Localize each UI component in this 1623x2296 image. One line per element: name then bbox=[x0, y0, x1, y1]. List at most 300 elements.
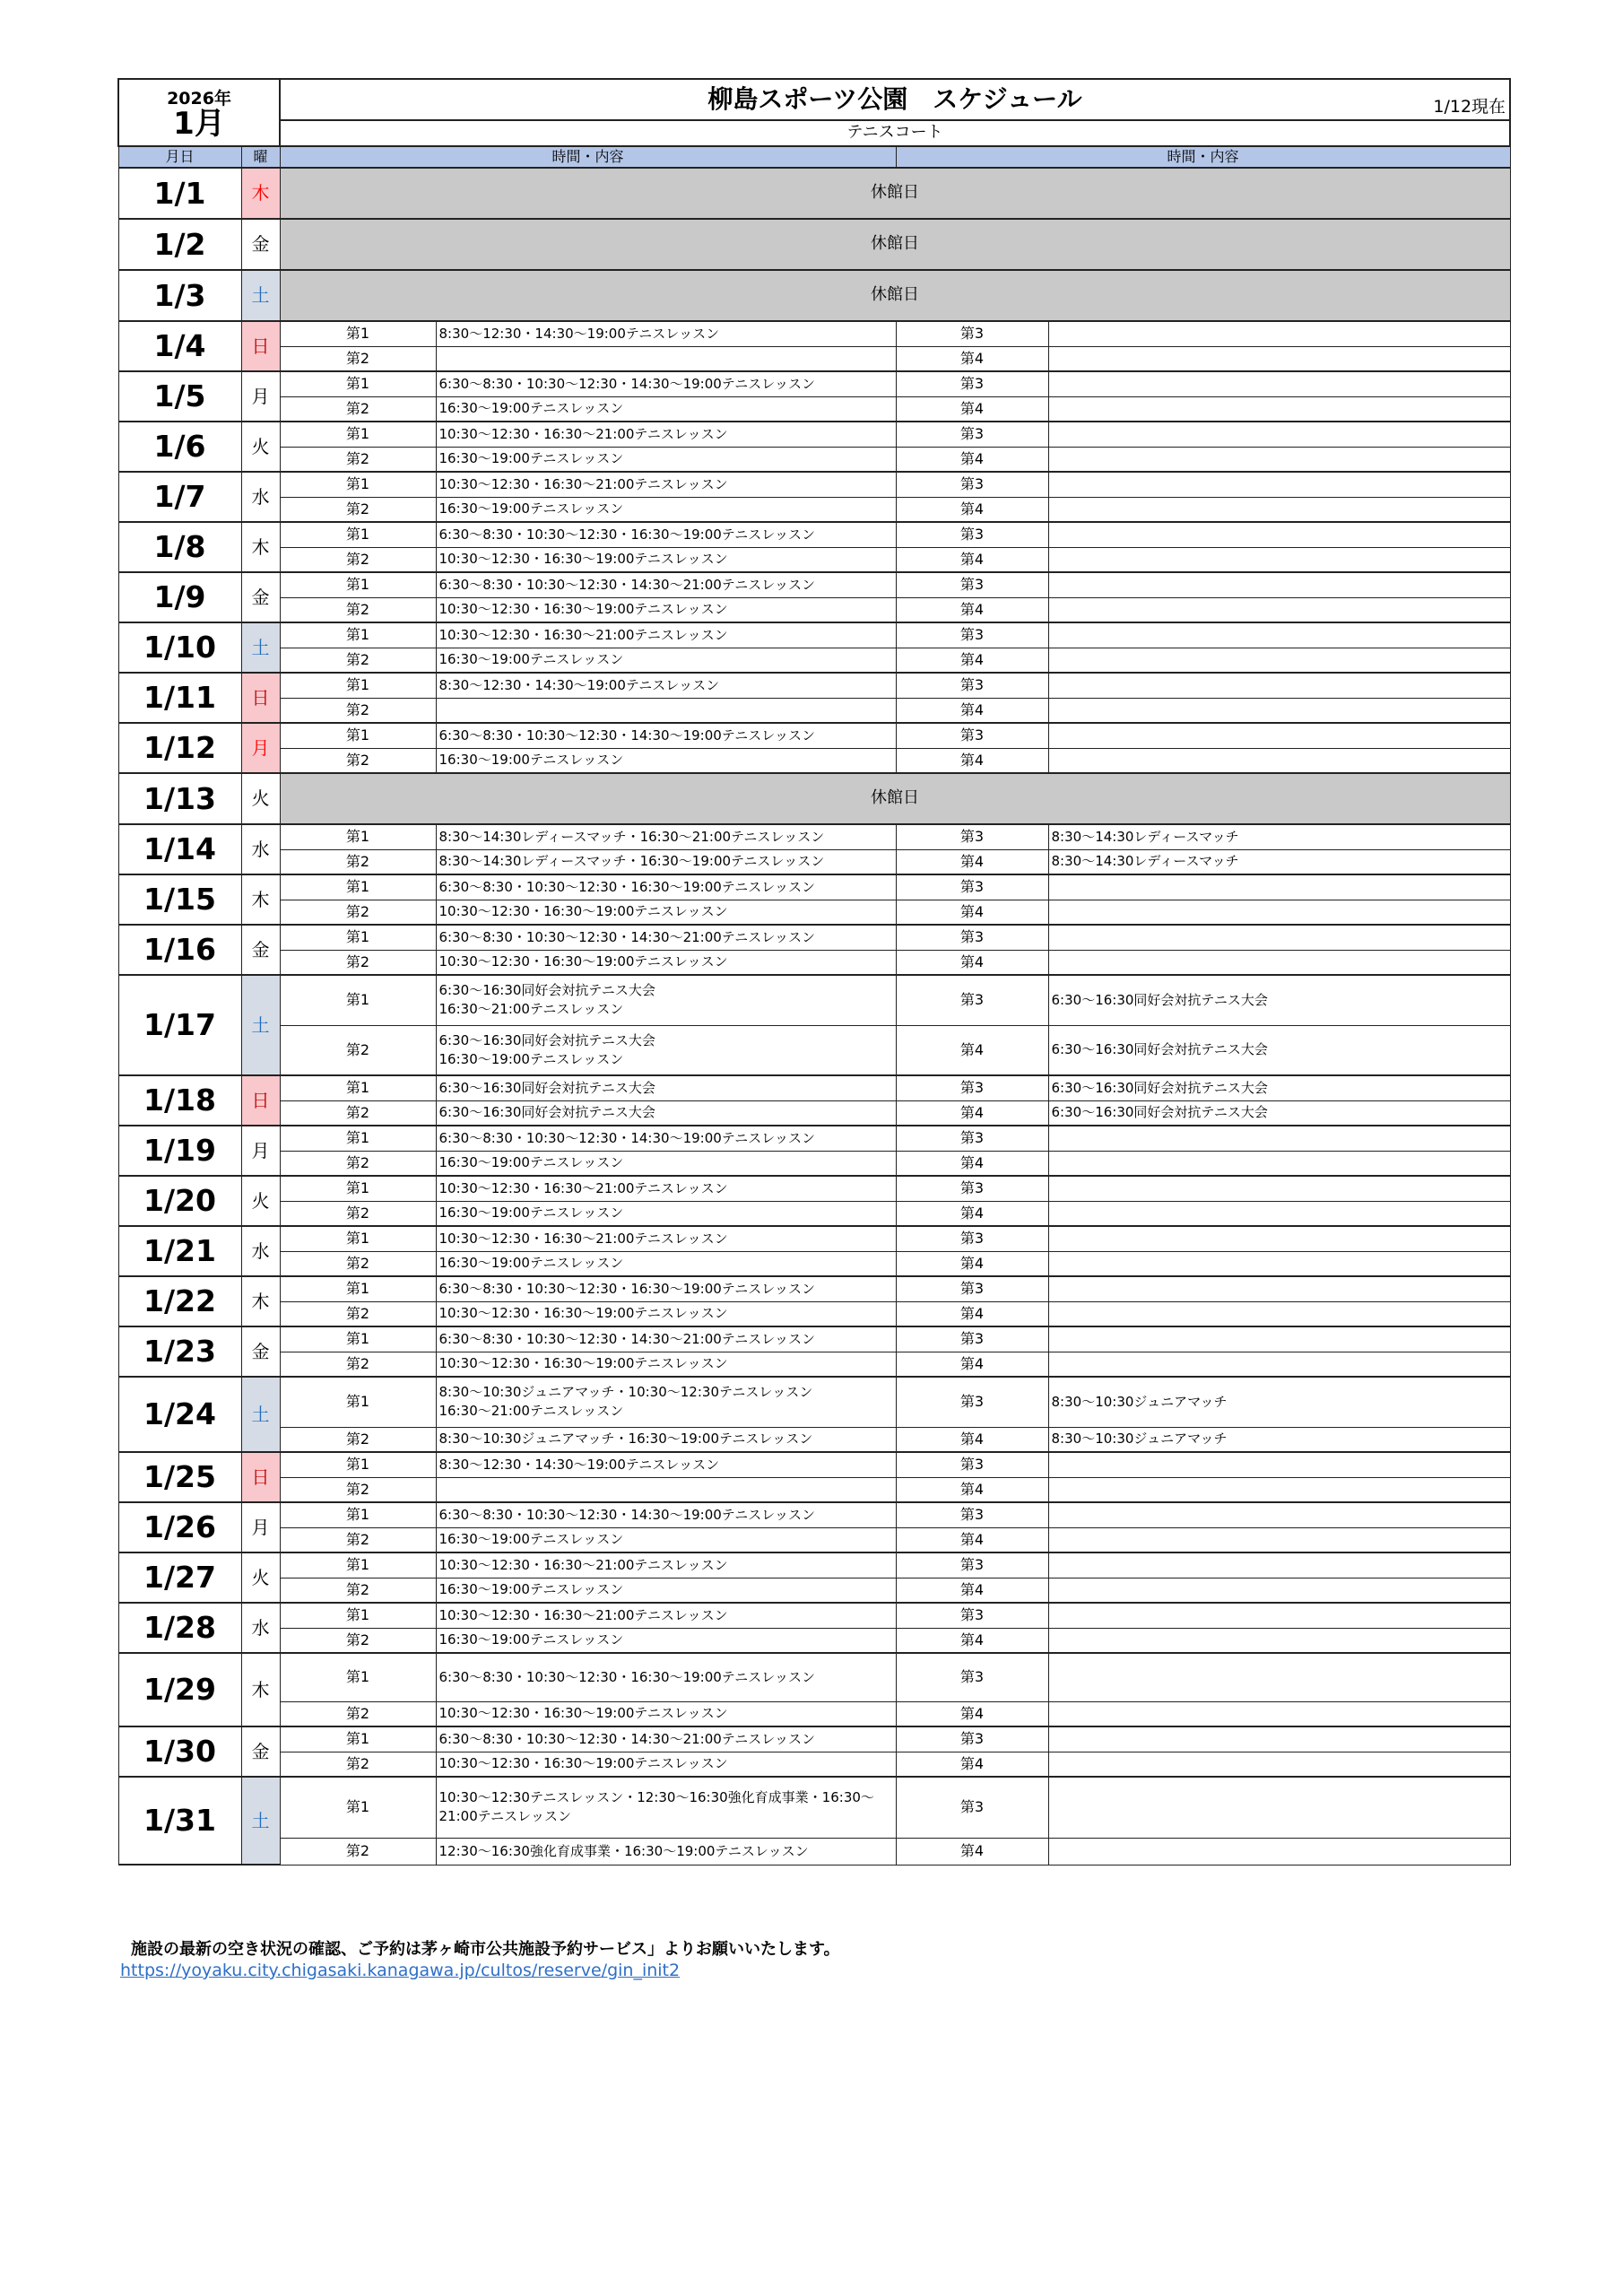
day-date: 1/21 bbox=[118, 1226, 241, 1276]
court-schedule: 10:30～12:30・16:30～21:00テニスレッスン bbox=[436, 422, 896, 447]
court-label: 第4 bbox=[896, 547, 1048, 572]
court-schedule: 10:30～12:30・16:30～21:00テニスレッスン bbox=[436, 1552, 896, 1578]
court-label: 第3 bbox=[896, 1452, 1048, 1477]
court-schedule: 8:30～14:30レディースマッチ・16:30～19:00テニスレッスン bbox=[436, 849, 896, 874]
court-label: 第4 bbox=[896, 346, 1048, 371]
court-schedule bbox=[436, 346, 896, 371]
day-date: 1/2 bbox=[118, 219, 241, 270]
day-date: 1/28 bbox=[118, 1603, 241, 1653]
court-label: 第3 bbox=[896, 622, 1048, 648]
court-label: 第1 bbox=[280, 1326, 436, 1352]
day-date: 1/3 bbox=[118, 270, 241, 321]
court-schedule: 6:30～8:30・10:30～12:30・14:30～19:00テニスレッスン bbox=[436, 371, 896, 396]
court-schedule: 16:30～19:00テニスレッスン bbox=[436, 1578, 896, 1603]
day-date: 1/20 bbox=[118, 1176, 241, 1226]
court-schedule bbox=[1048, 748, 1510, 773]
court-label: 第2 bbox=[280, 1151, 436, 1176]
court-label: 第3 bbox=[896, 1502, 1048, 1527]
year-month-cell bbox=[118, 79, 280, 146]
court-label: 第2 bbox=[280, 1477, 436, 1502]
court-row bbox=[118, 1176, 1510, 1201]
court-label: 第1 bbox=[280, 1377, 436, 1427]
court-label: 第4 bbox=[896, 849, 1048, 874]
court-schedule bbox=[1048, 1552, 1510, 1578]
court-label: 第3 bbox=[896, 925, 1048, 950]
court-row bbox=[118, 849, 1510, 874]
court-schedule bbox=[1048, 1151, 1510, 1176]
court-row bbox=[118, 1226, 1510, 1251]
court-label: 第1 bbox=[280, 1075, 436, 1100]
court-row bbox=[118, 622, 1510, 648]
court-schedule bbox=[1048, 522, 1510, 547]
court-schedule bbox=[1048, 547, 1510, 572]
court-schedule bbox=[1048, 1226, 1510, 1251]
court-schedule: 6:30～8:30・10:30～12:30・16:30～19:00テニスレッスン bbox=[436, 1276, 896, 1301]
court-schedule: 8:30～10:30ジュニアマッチ・16:30～19:00テニスレッスン bbox=[436, 1427, 896, 1452]
court-schedule: 6:30～8:30・10:30～12:30・14:30～21:00テニスレッスン bbox=[436, 572, 896, 597]
court-label: 第1 bbox=[280, 321, 436, 346]
court-schedule bbox=[1048, 1276, 1510, 1301]
year-label: 2026年 bbox=[167, 88, 231, 109]
court-row bbox=[118, 1377, 1510, 1427]
court-schedule bbox=[1048, 597, 1510, 622]
court-label: 第3 bbox=[896, 522, 1048, 547]
court-row bbox=[118, 321, 1510, 346]
court-label: 第2 bbox=[280, 698, 436, 723]
court-schedule: 6:30～16:30同好会対抗テニス大会 bbox=[436, 1100, 896, 1126]
day-date: 1/13 bbox=[118, 773, 241, 824]
court-schedule: 16:30～19:00テニスレッスン bbox=[436, 396, 896, 422]
court-label: 第2 bbox=[280, 950, 436, 975]
day-date: 1/1 bbox=[118, 168, 241, 219]
day-date: 1/29 bbox=[118, 1653, 241, 1726]
court-schedule: 16:30～19:00テニスレッスン bbox=[436, 648, 896, 673]
court-schedule bbox=[1048, 422, 1510, 447]
court-row bbox=[118, 1578, 1510, 1603]
court-label: 第4 bbox=[896, 1100, 1048, 1126]
court-row bbox=[118, 572, 1510, 597]
column-header-content-left: 時間・内容 bbox=[280, 146, 896, 168]
day-weekday: 木 bbox=[241, 168, 280, 219]
court-row bbox=[118, 900, 1510, 925]
court-row bbox=[118, 1653, 1510, 1701]
court-row bbox=[118, 698, 1510, 723]
court-schedule bbox=[1048, 1701, 1510, 1726]
day-weekday: 水 bbox=[241, 472, 280, 522]
day-date: 1/30 bbox=[118, 1726, 241, 1777]
court-schedule: 6:30～8:30・10:30～12:30・14:30～19:00テニスレッスン bbox=[436, 723, 896, 748]
court-row bbox=[118, 1628, 1510, 1653]
court-label: 第3 bbox=[896, 1326, 1048, 1352]
court-schedule: 10:30～12:30・16:30～21:00テニスレッスン bbox=[436, 472, 896, 497]
column-header-date: 月日 bbox=[118, 146, 241, 168]
court-label: 第1 bbox=[280, 874, 436, 900]
court-schedule: 6:30～8:30・10:30～12:30・16:30～19:00テニスレッスン bbox=[436, 874, 896, 900]
day-date: 1/10 bbox=[118, 622, 241, 673]
court-label: 第4 bbox=[896, 1352, 1048, 1377]
day-date: 1/17 bbox=[118, 975, 241, 1075]
reservation-link[interactable]: https://yoyaku.city.chigasaki.kanagawa.jp/cultos/reserve/gin_init2 bbox=[120, 1961, 681, 1980]
court-schedule: 6:30～8:30・10:30～12:30・14:30～19:00テニスレッスン bbox=[436, 1126, 896, 1151]
court-schedule: 6:30～16:30同好会対抗テニス大会 bbox=[1048, 975, 1510, 1025]
court-row bbox=[118, 472, 1510, 497]
day-date: 1/5 bbox=[118, 371, 241, 422]
day-weekday: 月 bbox=[241, 723, 280, 773]
court-schedule bbox=[1048, 1502, 1510, 1527]
court-schedule: 10:30～12:30テニスレッスン・12:30～16:30強化育成事業・16:30～21:00テニスレッスン bbox=[436, 1777, 896, 1838]
court-schedule bbox=[1048, 1326, 1510, 1352]
court-schedule bbox=[1048, 1653, 1510, 1701]
court-schedule: 6:30～8:30・10:30～12:30・16:30～19:00テニスレッスン bbox=[436, 522, 896, 547]
court-schedule bbox=[1048, 1251, 1510, 1276]
court-schedule bbox=[1048, 1176, 1510, 1201]
day-row-closed bbox=[118, 773, 1510, 824]
court-row bbox=[118, 1126, 1510, 1151]
court-label: 第2 bbox=[280, 1838, 436, 1865]
court-label: 第3 bbox=[896, 1603, 1048, 1628]
court-row bbox=[118, 925, 1510, 950]
court-label: 第3 bbox=[896, 1653, 1048, 1701]
court-label: 第3 bbox=[896, 1726, 1048, 1752]
court-label: 第1 bbox=[280, 1726, 436, 1752]
court-row bbox=[118, 648, 1510, 673]
day-weekday: 月 bbox=[241, 1502, 280, 1552]
court-schedule: 16:30～19:00テニスレッスン bbox=[436, 1527, 896, 1552]
court-label: 第1 bbox=[280, 975, 436, 1025]
court-label: 第2 bbox=[280, 900, 436, 925]
court-label: 第4 bbox=[896, 1301, 1048, 1326]
court-label: 第4 bbox=[896, 597, 1048, 622]
day-weekday: 木 bbox=[241, 1653, 280, 1726]
day-row-closed bbox=[118, 270, 1510, 321]
court-label: 第4 bbox=[896, 1427, 1048, 1452]
court-label: 第1 bbox=[280, 1452, 436, 1477]
day-weekday: 木 bbox=[241, 874, 280, 925]
court-row bbox=[118, 1151, 1510, 1176]
court-schedule bbox=[1048, 447, 1510, 472]
title-cell bbox=[280, 79, 1510, 120]
court-row bbox=[118, 1777, 1510, 1838]
court-label: 第2 bbox=[280, 497, 436, 522]
court-label: 第4 bbox=[896, 1838, 1048, 1865]
day-weekday: 土 bbox=[241, 270, 280, 321]
facility-name: テニスコート bbox=[280, 120, 1510, 146]
as-of-date: 1/12現在 bbox=[1433, 97, 1506, 117]
closed-label: 休館日 bbox=[280, 773, 1510, 824]
day-date: 1/12 bbox=[118, 723, 241, 773]
day-weekday: 金 bbox=[241, 1326, 280, 1377]
court-row bbox=[118, 422, 1510, 447]
court-row bbox=[118, 874, 1510, 900]
court-label: 第3 bbox=[896, 1176, 1048, 1201]
court-label: 第1 bbox=[280, 422, 436, 447]
court-label: 第2 bbox=[280, 1352, 436, 1377]
court-label: 第2 bbox=[280, 447, 436, 472]
court-label: 第2 bbox=[280, 1701, 436, 1726]
court-schedule: 16:30～19:00テニスレッスン bbox=[436, 1251, 896, 1276]
court-schedule bbox=[1048, 648, 1510, 673]
court-schedule bbox=[1048, 1726, 1510, 1752]
day-weekday: 土 bbox=[241, 622, 280, 673]
month-label: 1月 bbox=[173, 106, 225, 143]
court-schedule: 8:30～12:30・14:30～19:00テニスレッスン bbox=[436, 321, 896, 346]
court-label: 第2 bbox=[280, 1752, 436, 1777]
court-schedule: 10:30～12:30・16:30～19:00テニスレッスン bbox=[436, 597, 896, 622]
court-schedule: 16:30～19:00テニスレッスン bbox=[436, 748, 896, 773]
court-label: 第2 bbox=[280, 1025, 436, 1075]
court-label: 第3 bbox=[896, 723, 1048, 748]
court-label: 第4 bbox=[896, 1151, 1048, 1176]
court-schedule: 6:30～16:30同好会対抗テニス大会 bbox=[436, 1075, 896, 1100]
court-label: 第3 bbox=[896, 422, 1048, 447]
court-schedule bbox=[1048, 1628, 1510, 1653]
day-date: 1/31 bbox=[118, 1777, 241, 1865]
court-schedule bbox=[1048, 497, 1510, 522]
court-label: 第3 bbox=[896, 975, 1048, 1025]
court-row bbox=[118, 396, 1510, 422]
court-label: 第3 bbox=[896, 371, 1048, 396]
court-label: 第4 bbox=[896, 1025, 1048, 1075]
day-date: 1/25 bbox=[118, 1452, 241, 1502]
court-row bbox=[118, 547, 1510, 572]
court-schedule: 10:30～12:30・16:30～21:00テニスレッスン bbox=[436, 1226, 896, 1251]
court-schedule bbox=[1048, 1352, 1510, 1377]
court-row bbox=[118, 1201, 1510, 1226]
court-label: 第3 bbox=[896, 1276, 1048, 1301]
court-schedule: 10:30～12:30・16:30～19:00テニスレッスン bbox=[436, 1752, 896, 1777]
court-schedule: 6:30～8:30・10:30～12:30・16:30～19:00テニスレッスン bbox=[436, 1653, 896, 1701]
court-row bbox=[118, 1527, 1510, 1552]
court-row bbox=[118, 522, 1510, 547]
court-label: 第4 bbox=[896, 396, 1048, 422]
court-row bbox=[118, 1502, 1510, 1527]
court-schedule bbox=[1048, 950, 1510, 975]
day-row-closed bbox=[118, 168, 1510, 219]
court-label: 第1 bbox=[280, 1126, 436, 1151]
court-row bbox=[118, 1326, 1510, 1352]
court-schedule: 8:30～12:30・14:30～19:00テニスレッスン bbox=[436, 673, 896, 698]
court-row bbox=[118, 1276, 1510, 1301]
court-schedule bbox=[1048, 1527, 1510, 1552]
court-schedule: 8:30～14:30レディースマッチ・16:30～21:00テニスレッスン bbox=[436, 824, 896, 849]
day-weekday: 金 bbox=[241, 572, 280, 622]
court-label: 第2 bbox=[280, 1628, 436, 1653]
court-label: 第3 bbox=[896, 572, 1048, 597]
court-schedule bbox=[1048, 1603, 1510, 1628]
court-schedule: 16:30～19:00テニスレッスン bbox=[436, 1628, 896, 1653]
court-label: 第2 bbox=[280, 1251, 436, 1276]
court-row bbox=[118, 1427, 1510, 1452]
court-schedule bbox=[1048, 874, 1510, 900]
day-weekday: 水 bbox=[241, 1226, 280, 1276]
court-label: 第4 bbox=[896, 1201, 1048, 1226]
court-label: 第2 bbox=[280, 1100, 436, 1126]
court-label: 第4 bbox=[896, 648, 1048, 673]
court-schedule bbox=[1048, 622, 1510, 648]
court-schedule: 10:30～12:30・16:30～21:00テニスレッスン bbox=[436, 622, 896, 648]
day-date: 1/19 bbox=[118, 1126, 241, 1176]
court-schedule: 6:30～8:30・10:30～12:30・14:30～19:00テニスレッスン bbox=[436, 1502, 896, 1527]
court-schedule bbox=[1048, 1301, 1510, 1326]
day-date: 1/27 bbox=[118, 1552, 241, 1603]
schedule-table bbox=[117, 78, 1511, 1866]
court-label: 第1 bbox=[280, 572, 436, 597]
court-schedule: 10:30～12:30・16:30～21:00テニスレッスン bbox=[436, 1176, 896, 1201]
court-schedule bbox=[1048, 1578, 1510, 1603]
day-date: 1/14 bbox=[118, 824, 241, 874]
court-schedule: 16:30～19:00テニスレッスン bbox=[436, 1151, 896, 1176]
court-label: 第4 bbox=[896, 1477, 1048, 1502]
day-weekday: 木 bbox=[241, 1276, 280, 1326]
day-weekday: 土 bbox=[241, 1777, 280, 1865]
column-header-weekday: 曜 bbox=[241, 146, 280, 168]
court-schedule bbox=[1048, 346, 1510, 371]
closed-label: 休館日 bbox=[280, 270, 1510, 321]
court-label: 第3 bbox=[896, 1377, 1048, 1427]
court-label: 第2 bbox=[280, 1427, 436, 1452]
court-schedule: 10:30～12:30・16:30～19:00テニスレッスン bbox=[436, 950, 896, 975]
court-label: 第1 bbox=[280, 1603, 436, 1628]
court-label: 第4 bbox=[896, 1701, 1048, 1726]
court-row bbox=[118, 748, 1510, 773]
schedule-sheet bbox=[117, 78, 1509, 1866]
day-date: 1/11 bbox=[118, 673, 241, 723]
court-schedule bbox=[1048, 1201, 1510, 1226]
court-row bbox=[118, 1251, 1510, 1276]
court-schedule bbox=[1048, 1752, 1510, 1777]
court-schedule: 8:30～10:30ジュニアマッチ bbox=[1048, 1377, 1510, 1427]
court-row bbox=[118, 1352, 1510, 1377]
court-label: 第4 bbox=[896, 1628, 1048, 1653]
day-weekday: 土 bbox=[241, 975, 280, 1075]
court-label: 第1 bbox=[280, 673, 436, 698]
court-label: 第2 bbox=[280, 648, 436, 673]
page-title: 柳島スポーツ公園 スケジュール bbox=[707, 83, 1082, 114]
court-row bbox=[118, 1838, 1510, 1865]
day-date: 1/23 bbox=[118, 1326, 241, 1377]
court-schedule bbox=[1048, 371, 1510, 396]
day-weekday: 水 bbox=[241, 1603, 280, 1653]
court-schedule bbox=[1048, 698, 1510, 723]
court-label: 第2 bbox=[280, 1201, 436, 1226]
court-schedule bbox=[1048, 723, 1510, 748]
court-label: 第3 bbox=[896, 321, 1048, 346]
court-schedule bbox=[1048, 673, 1510, 698]
court-label: 第2 bbox=[280, 849, 436, 874]
court-label: 第1 bbox=[280, 723, 436, 748]
day-date: 1/4 bbox=[118, 321, 241, 371]
court-label: 第4 bbox=[896, 1752, 1048, 1777]
column-header-content-right: 時間・内容 bbox=[896, 146, 1510, 168]
court-label: 第3 bbox=[896, 824, 1048, 849]
court-row bbox=[118, 723, 1510, 748]
court-schedule: 10:30～12:30・16:30～19:00テニスレッスン bbox=[436, 1352, 896, 1377]
court-label: 第1 bbox=[280, 1226, 436, 1251]
court-schedule bbox=[1048, 1777, 1510, 1838]
court-label: 第2 bbox=[280, 396, 436, 422]
court-label: 第4 bbox=[896, 1578, 1048, 1603]
day-date: 1/9 bbox=[118, 572, 241, 622]
court-schedule bbox=[1048, 472, 1510, 497]
court-schedule: 8:30～10:30ジュニアマッチ bbox=[1048, 1427, 1510, 1452]
day-weekday: 水 bbox=[241, 824, 280, 874]
court-label: 第1 bbox=[280, 1176, 436, 1201]
court-schedule bbox=[436, 698, 896, 723]
day-date: 1/7 bbox=[118, 472, 241, 522]
court-row bbox=[118, 497, 1510, 522]
court-schedule bbox=[436, 1477, 896, 1502]
court-label: 第2 bbox=[280, 547, 436, 572]
court-row bbox=[118, 1726, 1510, 1752]
court-label: 第1 bbox=[280, 622, 436, 648]
court-row bbox=[118, 1452, 1510, 1477]
court-row bbox=[118, 1477, 1510, 1502]
day-weekday: 日 bbox=[241, 673, 280, 723]
court-schedule bbox=[1048, 925, 1510, 950]
day-weekday: 日 bbox=[241, 1452, 280, 1502]
court-label: 第1 bbox=[280, 522, 436, 547]
court-schedule: 16:30～19:00テニスレッスン bbox=[436, 497, 896, 522]
court-schedule bbox=[1048, 900, 1510, 925]
day-weekday: 金 bbox=[241, 1726, 280, 1777]
court-schedule: 6:30～16:30同好会対抗テニス大会 bbox=[1048, 1025, 1510, 1075]
court-row bbox=[118, 371, 1510, 396]
day-date: 1/18 bbox=[118, 1075, 241, 1126]
day-weekday: 金 bbox=[241, 925, 280, 975]
court-label: 第1 bbox=[280, 472, 436, 497]
court-schedule: 8:30～12:30・14:30～19:00テニスレッスン bbox=[436, 1452, 896, 1477]
court-row bbox=[118, 597, 1510, 622]
court-schedule: 10:30～12:30・16:30～19:00テニスレッスン bbox=[436, 900, 896, 925]
court-label: 第4 bbox=[896, 497, 1048, 522]
court-label: 第3 bbox=[896, 1075, 1048, 1100]
court-label: 第4 bbox=[896, 698, 1048, 723]
court-schedule: 16:30～19:00テニスレッスン bbox=[436, 447, 896, 472]
court-schedule: 8:30～14:30レディースマッチ bbox=[1048, 849, 1510, 874]
court-row bbox=[118, 1752, 1510, 1777]
court-label: 第2 bbox=[280, 748, 436, 773]
court-row bbox=[118, 447, 1510, 472]
court-label: 第1 bbox=[280, 371, 436, 396]
footer-note: 施設の最新の空き状況の確認、ご予約は茅ヶ崎市公共施設予約サービス」よりお願いいたします。 bbox=[131, 1940, 840, 1959]
court-schedule: 10:30～12:30・16:30～19:00テニスレッスン bbox=[436, 1701, 896, 1726]
court-row bbox=[118, 346, 1510, 371]
court-schedule: 6:30～16:30同好会対抗テニス大会 bbox=[1048, 1100, 1510, 1126]
court-schedule: 6:30～16:30同好会対抗テニス大会 16:30～21:00テニスレッスン bbox=[436, 975, 896, 1025]
court-label: 第3 bbox=[896, 673, 1048, 698]
court-schedule: 6:30～16:30同好会対抗テニス大会 16:30～19:00テニスレッスン bbox=[436, 1025, 896, 1075]
court-schedule: 6:30～16:30同好会対抗テニス大会 bbox=[1048, 1075, 1510, 1100]
court-schedule bbox=[1048, 1126, 1510, 1151]
court-label: 第2 bbox=[280, 597, 436, 622]
day-date: 1/6 bbox=[118, 422, 241, 472]
court-label: 第1 bbox=[280, 1502, 436, 1527]
day-weekday: 火 bbox=[241, 1176, 280, 1226]
day-weekday: 火 bbox=[241, 1552, 280, 1603]
court-label: 第4 bbox=[896, 1251, 1048, 1276]
court-schedule: 16:30～19:00テニスレッスン bbox=[436, 1201, 896, 1226]
court-schedule bbox=[1048, 1838, 1510, 1865]
day-weekday: 金 bbox=[241, 219, 280, 270]
court-label: 第2 bbox=[280, 1301, 436, 1326]
court-label: 第3 bbox=[896, 1126, 1048, 1151]
court-schedule: 10:30～12:30・16:30～19:00テニスレッスン bbox=[436, 1301, 896, 1326]
court-label: 第4 bbox=[896, 950, 1048, 975]
day-weekday: 火 bbox=[241, 773, 280, 824]
day-date: 1/24 bbox=[118, 1377, 241, 1452]
court-row bbox=[118, 824, 1510, 849]
court-row bbox=[118, 1075, 1510, 1100]
